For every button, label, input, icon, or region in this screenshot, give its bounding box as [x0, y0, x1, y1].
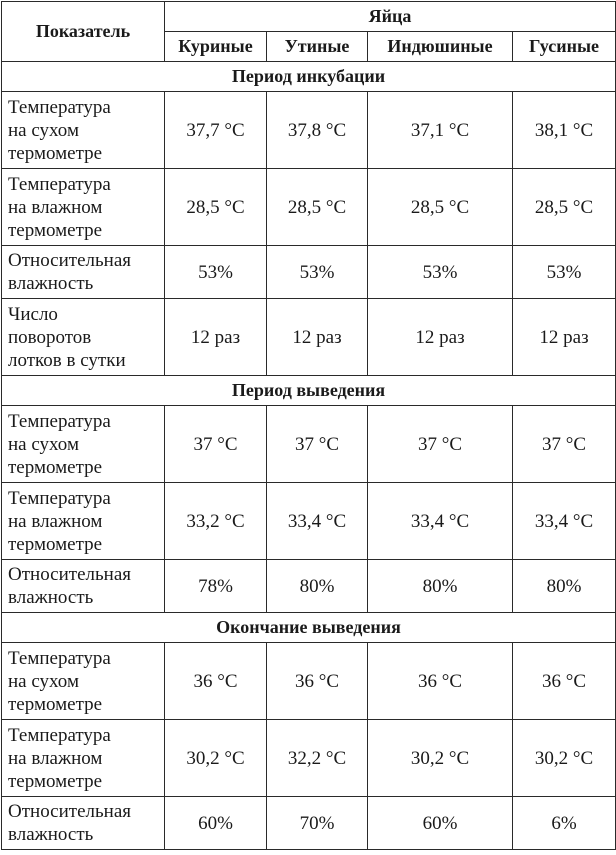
- table-row: [2, 299, 616, 376]
- table-row: [2, 720, 616, 797]
- row-label: [2, 299, 165, 376]
- table-row: [2, 92, 616, 169]
- cell-value: 32,2 °C: [267, 720, 368, 797]
- cell-value: 30,2 °C: [165, 720, 267, 797]
- row-label-line: лотков в сутки: [8, 349, 126, 371]
- row-label-line: Число: [8, 303, 58, 325]
- section-title: Окончание выведения: [2, 613, 616, 643]
- row-label: [2, 169, 165, 246]
- row-label-line: на сухом: [8, 119, 79, 141]
- table-row: [2, 560, 616, 613]
- section-row: [2, 376, 616, 406]
- row-label-line: Температура: [8, 647, 111, 669]
- row-label-line: на сухом: [8, 670, 79, 692]
- cell-value: 12 раз: [165, 299, 267, 376]
- cell-value: 38,1 °C: [513, 92, 616, 169]
- cell-value: 37 °C: [513, 406, 616, 483]
- cell-value: 30,2 °C: [513, 720, 616, 797]
- cell-value: 12 раз: [267, 299, 368, 376]
- row-label-line: на влажном: [8, 747, 103, 769]
- cell-value: 37 °C: [368, 406, 513, 483]
- row-label: [2, 406, 165, 483]
- row-label: [2, 560, 165, 613]
- cell-value: 12 раз: [513, 299, 616, 376]
- cell-value: 60%: [368, 797, 513, 850]
- row-label-line: на влажном: [8, 196, 103, 218]
- table-row: [2, 797, 616, 850]
- cell-value: 80%: [267, 560, 368, 613]
- table-row: [2, 246, 616, 299]
- column-header-turkey: Индюшиные: [368, 32, 513, 62]
- section-row: [2, 613, 616, 643]
- cell-value: 53%: [513, 246, 616, 299]
- cell-value: 36 °C: [368, 643, 513, 720]
- row-label-line: на влажном: [8, 510, 103, 532]
- table-row: [2, 483, 616, 560]
- row-label-line: влажность: [8, 273, 94, 294]
- cell-value: 30,2 °C: [368, 720, 513, 797]
- section-title: Период выведения: [2, 376, 616, 406]
- table-row: [2, 169, 616, 246]
- cell-value: 80%: [368, 560, 513, 613]
- column-header-duck: Утиные: [267, 32, 368, 62]
- table-body: [2, 62, 616, 850]
- cell-value: 6%: [513, 797, 616, 850]
- cell-value: 33,4 °C: [267, 483, 368, 560]
- cell-value: 53%: [267, 246, 368, 299]
- cell-value: 53%: [368, 246, 513, 299]
- cell-value: 28,5 °C: [165, 169, 267, 246]
- cell-value: 78%: [165, 560, 267, 613]
- row-label-line: Температура: [8, 96, 111, 118]
- cell-value: 37 °C: [267, 406, 368, 483]
- cell-value: 60%: [165, 797, 267, 850]
- cell-value: 36 °C: [165, 643, 267, 720]
- row-label-line: термометре: [8, 693, 103, 715]
- indicator-header: Показатель: [2, 2, 165, 62]
- row-label-line: Температура: [8, 410, 111, 432]
- row-label-line: термометре: [8, 456, 103, 478]
- row-label: [2, 483, 165, 560]
- row-label-line: Относительная: [8, 801, 131, 822]
- row-label: [2, 720, 165, 797]
- row-label: [2, 643, 165, 720]
- row-label-line: термометре: [8, 770, 103, 792]
- cell-value: 33,4 °C: [368, 483, 513, 560]
- cell-value: 28,5 °C: [267, 169, 368, 246]
- section-row: [2, 62, 616, 92]
- row-label-line: влажность: [8, 587, 94, 608]
- cell-value: 53%: [165, 246, 267, 299]
- row-label: [2, 92, 165, 169]
- row-label-line: термометре: [8, 533, 103, 555]
- cell-value: 37,7 °C: [165, 92, 267, 169]
- row-label-line: Температура: [8, 487, 111, 509]
- row-label-line: термометре: [8, 142, 103, 164]
- row-label-line: Относительная: [8, 564, 131, 585]
- column-header-chicken: Куриные: [165, 32, 267, 62]
- section-title: Период инкубации: [2, 62, 616, 92]
- cell-value: 37,1 °C: [368, 92, 513, 169]
- incubation-table: [1, 1, 616, 850]
- cell-value: 36 °C: [267, 643, 368, 720]
- cell-value: 37,8 °C: [267, 92, 368, 169]
- row-label-line: Температура: [8, 173, 111, 195]
- cell-value: 33,4 °C: [513, 483, 616, 560]
- cell-value: 36 °C: [513, 643, 616, 720]
- cell-value: 37 °C: [165, 406, 267, 483]
- table-row: [2, 643, 616, 720]
- row-label-line: Температура: [8, 724, 111, 746]
- cell-value: 80%: [513, 560, 616, 613]
- cell-value: 70%: [267, 797, 368, 850]
- row-label: [2, 246, 165, 299]
- row-label-line: на сухом: [8, 433, 79, 455]
- cell-value: 12 раз: [368, 299, 513, 376]
- row-label: [2, 797, 165, 850]
- eggs-header: Яйца: [165, 2, 616, 32]
- row-label-line: термометре: [8, 219, 103, 241]
- cell-value: 33,2 °C: [165, 483, 267, 560]
- cell-value: 28,5 °C: [513, 169, 616, 246]
- row-label-line: Относительная: [8, 250, 131, 271]
- cell-value: 28,5 °C: [368, 169, 513, 246]
- table-row: [2, 406, 616, 483]
- row-label-line: поворотов: [8, 326, 92, 348]
- column-header-goose: Гусиные: [513, 32, 616, 62]
- row-label-line: влажность: [8, 824, 94, 845]
